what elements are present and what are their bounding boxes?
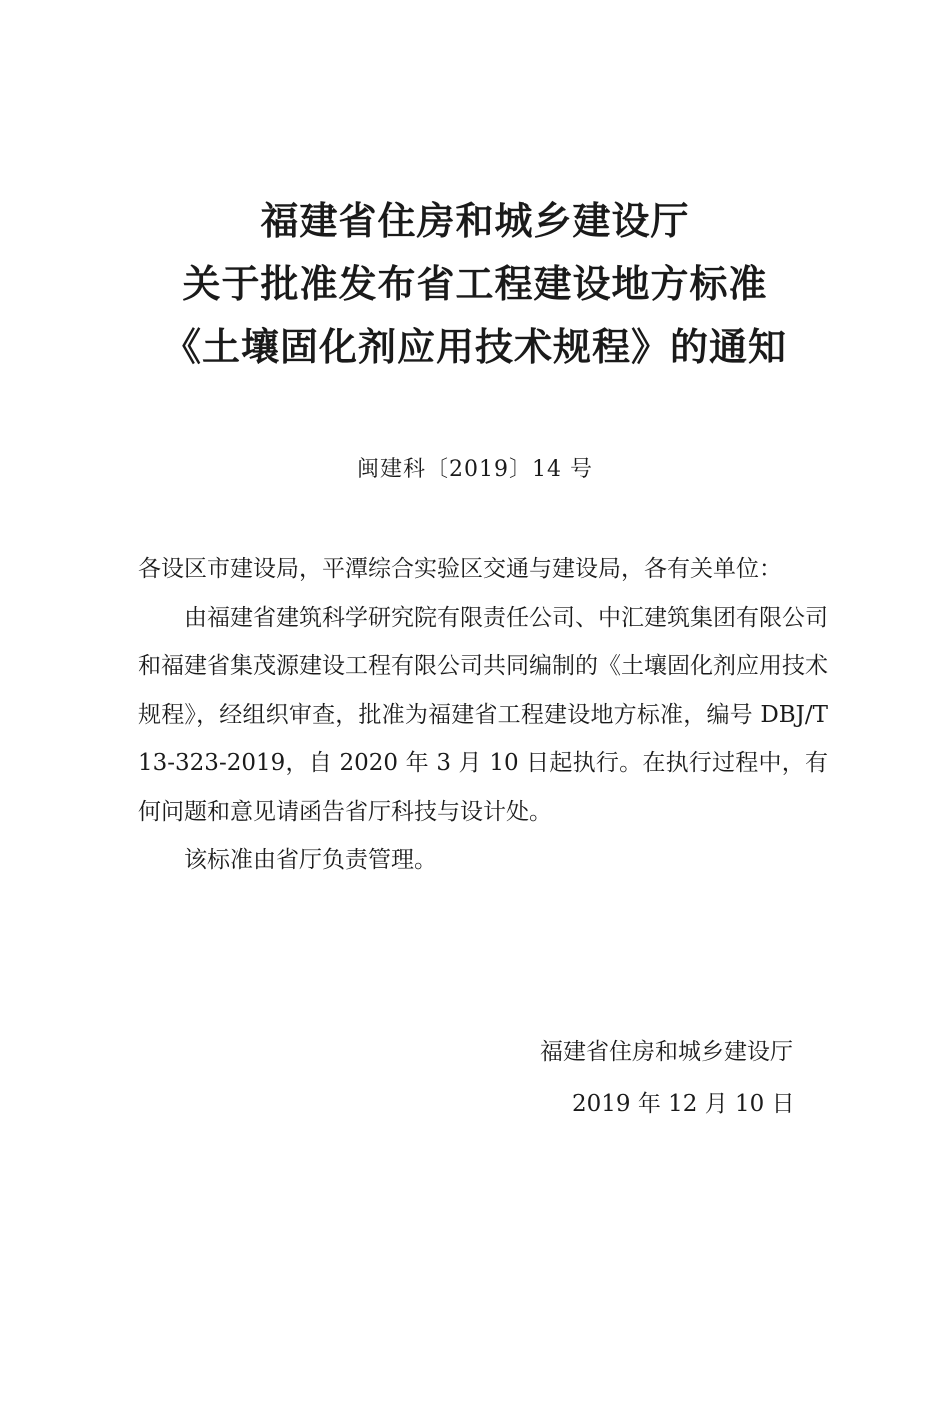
title-line-2: 关于批准发布省工程建设地方标准 (182, 262, 768, 306)
signature-organization: 福建省住房和城乡建设厅 (540, 1039, 793, 1065)
signature-block (540, 1026, 840, 1130)
salutation: 各设区市建设局，平潭综合实验区交通与建设局，各有关单位： (138, 556, 782, 582)
document-number: 闽建科〔2019〕14 号 (357, 457, 593, 482)
signature-date: 2019 年 12 月 10 日 (572, 1091, 795, 1117)
document-title (0, 190, 950, 379)
title-line-1: 福建省住房和城乡建设厅 (260, 199, 690, 243)
body-paragraph-2: 该标准由省厅负责管理。 (184, 847, 437, 873)
document-body (138, 545, 828, 885)
body-paragraph-1: 由福建省建筑科学研究院有限责任公司、中汇建筑集团有限公司和福建省集茂源建设工程有限公司共同编制的《土壤固化剂应用技术规程》，经组织审查，批准为福建省工程建设地方标准，编号 DBJ/T 13-323-2019，自 2020 年 3 月 10 日起执行。在执行过程中，有何问题和意见请函告省厅科技与设计处。 (138, 604, 828, 825)
title-line-3: 《土壤固化剂应用技术规程》的通知 (162, 325, 787, 369)
